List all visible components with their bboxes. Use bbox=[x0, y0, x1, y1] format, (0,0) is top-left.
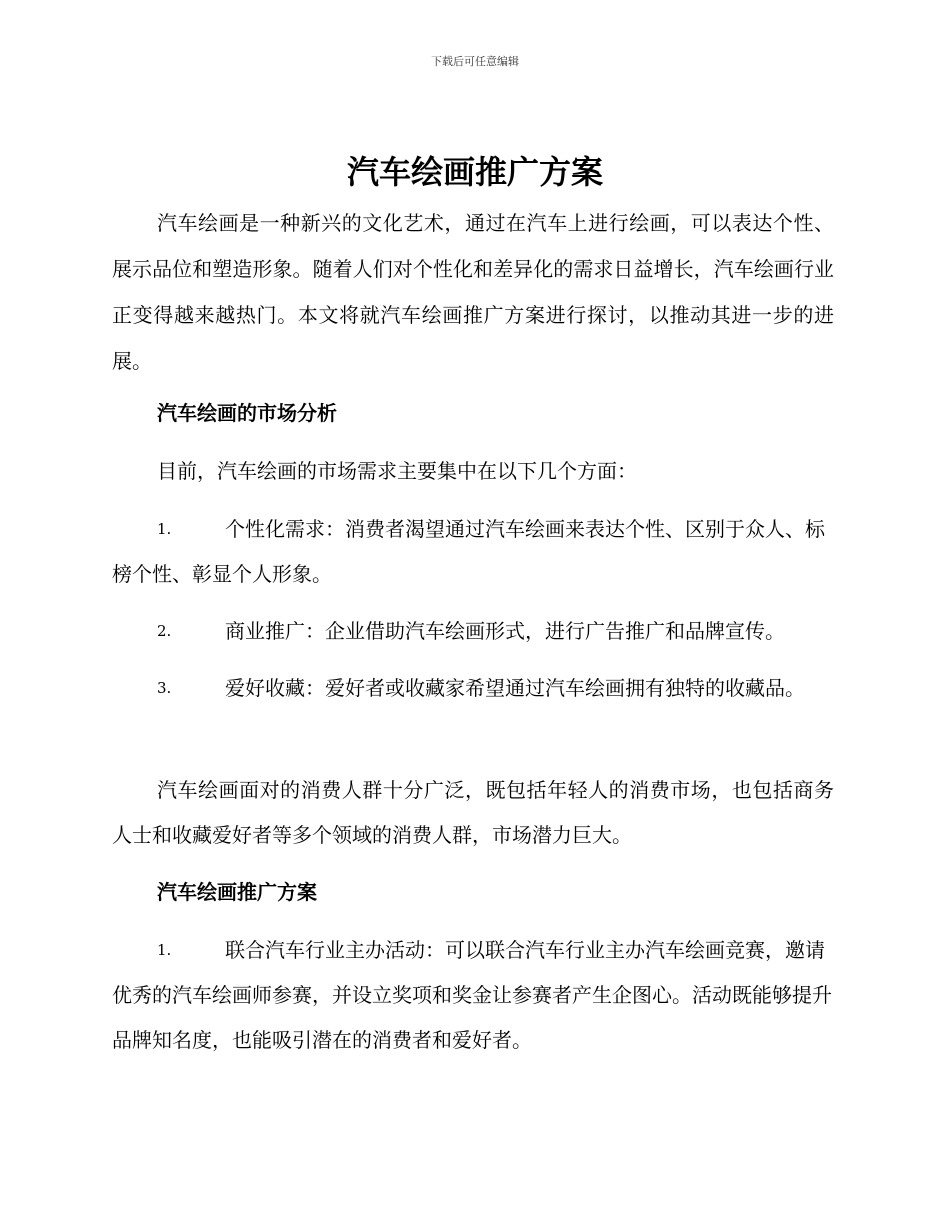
list-number: 1. bbox=[157, 520, 172, 538]
list-number: 3. bbox=[157, 679, 172, 697]
page-title: 汽车绘画推广方案 bbox=[346, 153, 603, 191]
list-number: 1. bbox=[157, 941, 172, 959]
section-heading-market-analysis: 汽车绘画的市场分析 bbox=[157, 401, 337, 425]
list-item: 爱好收藏：爱好者或收藏家希望通过汽车绘画拥有独特的收藏品。 bbox=[225, 676, 805, 700]
list-item: 商业推广：企业借助汽车绘画形式，进行广告推广和品牌宣传。 bbox=[225, 619, 785, 643]
list-number: 2. bbox=[157, 622, 172, 640]
section-heading-promotion-plan: 汽车绘画推广方案 bbox=[157, 880, 317, 904]
market-lead-paragraph: 目前，汽车绘画的市场需求主要集中在以下几个方面： bbox=[157, 459, 637, 483]
market-summary-paragraph: 汽车绘画面对的消费人群十分广泛，既包括年轻人的消费市场，也包括商务人士和收藏爱好者等多个领域的消费人群，市场潜力巨大。 bbox=[112, 778, 834, 847]
header-note: 下载后可任意编辑 bbox=[431, 55, 519, 68]
list-item: 联合汽车行业主办活动：可以联合汽车行业主办汽车绘画竞赛，邀请优秀的汽车绘画师参赛，并设立奖项和奖金让参赛者产生企图心。活动既能够提升品牌知名度，也能吸引潜在的消费者和爱好者。 bbox=[112, 938, 832, 1052]
intro-paragraph: 汽车绘画是一种新兴的文化艺术，通过在汽车上进行绘画，可以表达个性、展示品位和塑造形象。随着人们对个性化和差异化的需求日益增长，汽车绘画行业正变得越来越热门。本文将就汽车绘画推广方案进行探讨，以推动其进一步的进展。 bbox=[112, 211, 834, 373]
list-item: 个性化需求：消费者渴望通过汽车绘画来表达个性、区别于众人、标榜个性、彰显个人形象。 bbox=[112, 517, 825, 586]
